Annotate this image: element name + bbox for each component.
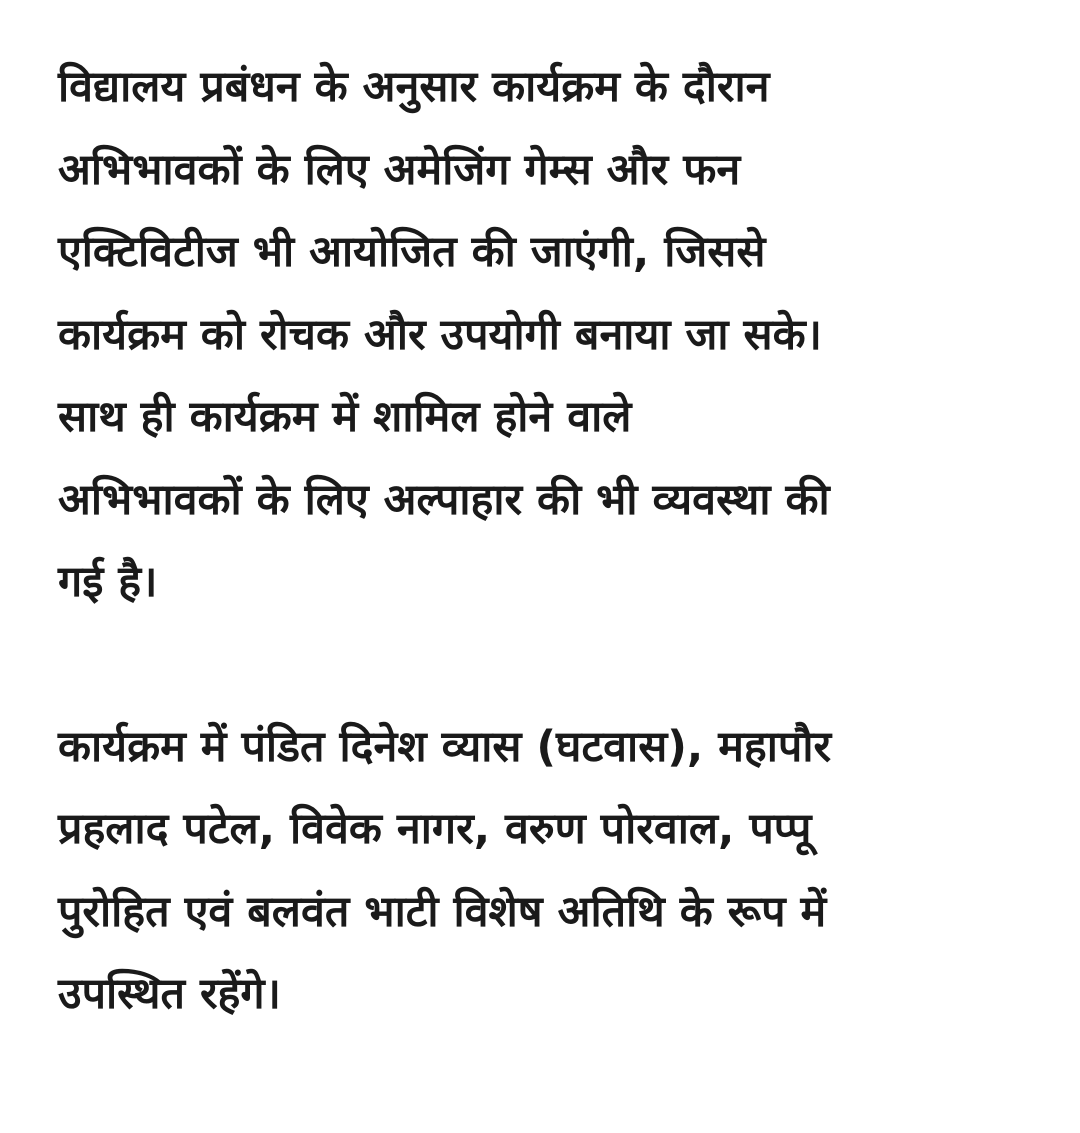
text-line: उपस्थित रहेंगे। [58,969,281,1019]
text-line: अभिभावकों के लिए अमेजिंग गेम्स और फन [58,144,741,195]
paragraph-program-arrangements [58,46,1038,624]
text-line: अभिभावकों के लिए अल्पाहार की भी व्यवस्था की [58,474,830,525]
paragraph-special-guests [58,706,1038,1036]
text-line: गई है। [58,557,158,607]
text-line: पुरोहित एवं बलवंत भाटी विशेष अतिथि के रूप में [58,886,827,937]
text-line: कार्यक्रम में पंडित दिनेश व्यास (घटवास), महापौर [58,721,832,772]
text-line: विद्यालय प्रबंधन के अनुसार कार्यक्रम के दौरान [58,62,770,112]
text-line: कार्यक्रम को रोचक और उपयोगी बनाया जा सके। [58,309,822,360]
text-line: एक्टिविटीज भी आयोजित की जाएंगी, जिससे [58,227,766,277]
text-line: साथ ही कार्यक्रम में शामिल होने वाले [58,392,632,442]
text-line: प्रहलाद पटेल, विवेक नागर, वरुण पोरवाल, पप्पू [58,804,812,854]
article-body [58,46,1038,1036]
